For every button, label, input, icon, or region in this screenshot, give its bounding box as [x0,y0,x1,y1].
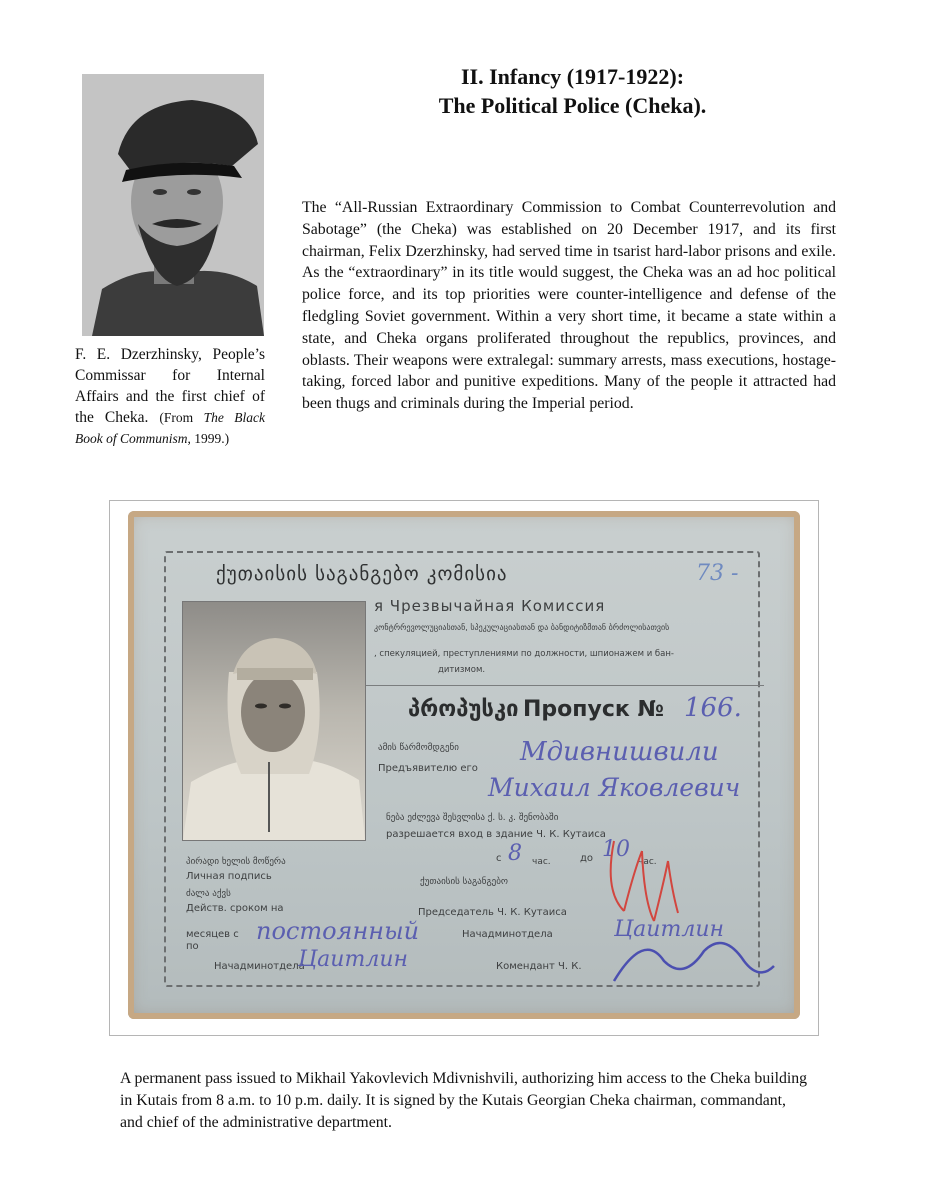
time-from-hour-label: час. [532,857,551,867]
pass-bearer-photo [182,601,366,841]
pass-subheader-line-2: , спекуляцией, преступлениями по должности, шпионажем и бан- [374,649,674,659]
signature-label-georgian: პირადი ხელის მოწერა [186,857,286,867]
time-from-value: 8 [508,841,522,866]
pass-divider [364,685,764,686]
portrait-drawing [82,74,264,336]
source-title: The Black Book of Communism [75,410,266,446]
commandant-signature [614,943,774,981]
portrait-caption [75,344,265,449]
time-to-hour-label: час. [638,857,657,867]
bearer-label: Предъявителю его [378,763,478,774]
time-from-label: с [496,853,502,864]
time-to-label: до [580,853,594,864]
cheka-pass-document [128,511,800,1019]
admin-chief-label-right: Начадминотдела [462,929,553,940]
pass-subheader-line-3: дитизмом. [438,665,486,675]
pass-subheader-line-1: კონტრრევოლუციასთან, სპეკულაციასთან და ბანდიტიზმთან ბრძოლისათვის [374,623,670,632]
dzerzhinsky-portrait [82,74,264,336]
pass-header-number: 73 - [696,561,739,586]
permission-georgian: ნება ეძლევა შესვლისა ქ. ს. კ. შენობაში [386,813,559,823]
source-suffix: , 1999.) [187,431,230,446]
admin-chief-signature: Цаитлин [298,947,408,972]
pass-russian-header: я Чрезвычайная Комиссия [374,597,606,615]
page-title-line-2: The Political Police (Cheka). [438,93,707,118]
page-title [320,62,825,120]
chairman-signature-red [611,841,678,921]
validity-value: постоянный [256,917,420,945]
pass-signatures [594,831,784,1001]
bearer-label-georgian: ამის წარმომდგენი [378,743,459,753]
chairman-label: Председатель Ч. К. Кутаиса [418,907,567,918]
bearer-photo-drawing [183,602,365,840]
signature-label: Личная подпись [186,871,272,882]
permission-text: разрешается вход в здание Ч. К. Кутаиса [386,829,606,840]
page-title-line-1: II. Infancy (1917-1922): [460,64,685,89]
portrait-caption-text: F. E. Dzerzhinsky, People’s Commissar for Internal Affairs and the first chief of the Cheka. [75,346,265,426]
pass-label-georgian: პროპუსკი [408,697,519,722]
source-prefix: (From [159,410,204,425]
months-label: месяцев с [186,929,239,940]
validity-label: Действ. сроком на [186,903,284,914]
bearer-given-names: Михаил Яковлевич [488,773,741,802]
body-paragraph: The “All-Russian Extraordinary Commission to Combat Counterrevolution and Sabotage” (the Cheka) was established on 20 December 1917, and its first chairman, Felix Dzerzhinsky, had served time in tsarist hard-labor prisons and exile. As the “extraordinary” in its title would suggest, the Cheka was an ad hoc political police force, and its top priorities were counter-intelligence and defense of the fledgling Soviet government. Within a very short time, it became a state within a state, and Cheka organs proliferated throughout the republics, provinces, and oblasts. Their weapons were extralegal: summary arrests, mass executions, hostage-taking, forced labor and punitive expeditions. Many of the people it attracted had been thugs and criminals during the Imperial period. [302,199,836,413]
chairman-label-georgian: ქუთაისის საგანგებო [420,877,508,887]
bearer-surname: Мдивнишвили [520,737,719,767]
pass-photo-frame [109,500,819,1036]
po-label: по [186,941,199,952]
validity-label-georgian: ძალა აქვს [186,889,231,899]
pass-georgian-header: ქუთაისის საგანგებო კომისია [216,563,508,585]
pass-label-russian: Пропуск № [523,697,664,722]
admin-chief-signature-right: Цаитлин [614,917,724,942]
time-to-value: 10 [602,837,630,862]
admin-chief-label: Начадминотдела [214,961,305,972]
pass-number: 166. [684,693,742,723]
pass-caption: A permanent pass issued to Mikhail Yakovlevich Mdivnishvili, authorizing him access to the Cheka building in Kutais from 8 a.m. to 10 p.m. daily. It is signed by the Kutais Georgian Cheka chairman, commandant, and chief of the administrative department. [120,1070,808,1131]
commandant-label: Комендант Ч. К. [496,961,582,972]
